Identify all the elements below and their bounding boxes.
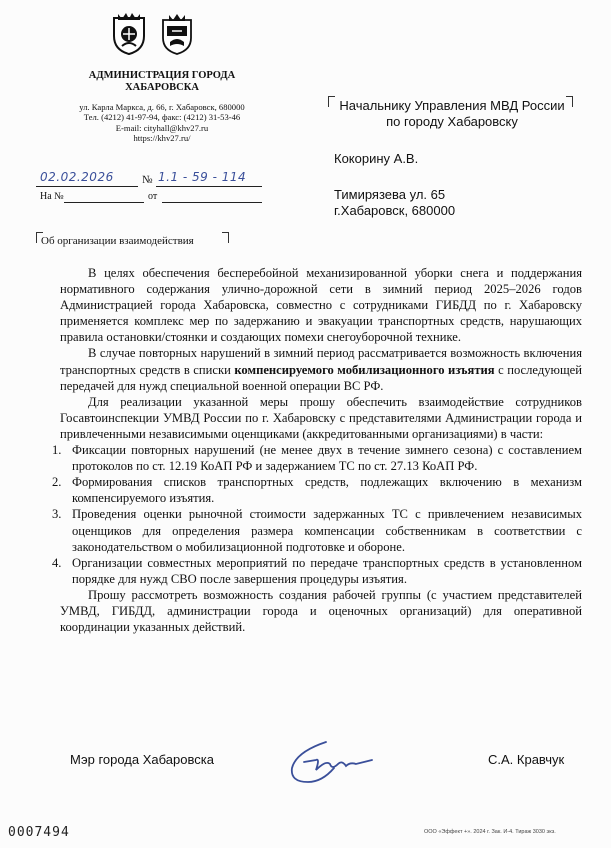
ref-from-label: от [148,191,158,202]
recipient-street: Тимирязева ул. 65 [334,187,446,202]
list-item-number: 1. [52,443,62,458]
paragraph-2 [60,345,582,393]
letter-body [52,265,582,635]
paragraph-3: Для реализации указанной меры прошу обеспечить взаимодействие сотрудников Госавтоинспекции УМВД России по г. Хабаровску с представителями Администрации города и привлеченными независимыми оценщиками (аккредитованными организациями) в части: [60,394,582,441]
list-item [52,474,582,506]
signatory-name: С.А. Кравчук [488,752,565,767]
recipient-name: Кокорину А.В. [334,151,419,166]
paragraph-1: В целях обеспечения бесперебойной механизированной уборки снега и поддержания нормативного содержания улично-дорожной сети в зимний период 2025–2026 годов Администрацией города Хабаровска, совместно с сотрудниками ГИБДД по г. Хабаровску применяется комплекс мер по задержанию и эвакуации транспортных средств, нарушающих правила остановки/стоянки и создающих помехи снегоуборочной технике. [60,266,582,345]
paragraph-4: Прошу рассмотреть возможность создания рабочей группы (с участием представителей УМВД, ГИБДД, администрации города и оценочных организаций) для оперативной координации указанных действий. [60,587,582,635]
reg-date: 02.02.2026 [40,170,114,184]
measures-list [52,442,582,587]
ref-from-line [162,202,262,203]
list-item [52,442,582,474]
recipient-city: г.Хабаровск, 680000 [334,203,456,218]
org-title [62,70,262,94]
subject: Об организации взаимодействия [41,235,194,247]
list-item-number: 4. [52,555,62,570]
org-phone: Тел. (4212) 41-97-94, факс: (4212) 31-53-46 [83,112,241,123]
org-contacts [62,102,262,144]
org-address: ул. Карла Маркса, д. 66, г. Хабаровск, 680000 [79,102,245,112]
org-title-line1: АДМИНИСТРАЦИЯ ГОРОДА [88,70,236,81]
printer-imprint: ООО «Эффект +». 2024 г. Зак. И-4. Тираж 3030 экз. [424,829,556,835]
org-title-line2: ХАБАРОВСКА [125,82,199,93]
ref-label: На № [40,191,64,202]
list-item-number: 2. [52,475,62,490]
list-item-text: Фиксации повторных нарушений (не менее двух в течение зимнего сезона) с составлением протоколов по ст. 12.19 КоАП РФ и задержанием ТС по ст. 27.13 КоАП РФ. [72,443,582,474]
list-item-text: Организации совместных мероприятий по передаче транспортных средств в установленном порядке для нужд СВО после завершения процедуры изъятия. [72,555,582,586]
reg-number: 1.1 - 59 - 114 [158,170,247,184]
list-item-text: Формирования списков транспортных средств, подлежащих включению в механизм компенсируемого изъятия. [72,475,582,506]
reg-date-line [36,186,138,187]
ref-number-line [64,202,144,203]
paragraph-2-bold: компенсируемого мобилизационного изъятия [234,362,495,377]
recipient-line2: по городу Хабаровску [386,114,518,129]
org-website: https://khv27.ru/ [133,133,191,144]
form-serial-number: 0007494 [8,825,70,840]
recipient-title [334,98,570,130]
reg-number-label: № [142,174,153,186]
list-item-number: 3. [52,507,62,522]
reg-number-line [156,186,262,187]
list-item [52,555,582,587]
paragraph-2-start: В случае повторных нарушений в зимний период рассматривается возможность включения транспортных средств в списки [60,346,582,377]
list-item [52,506,582,554]
khabarovsk-city-emblem-icon [110,12,148,56]
list-item-text: Проведения оценки рыночной стоимости задержанных ТС с привлечением независимых оценщиков для определения размера компенсации собственникам в соответствии с законодательством о мобилизационной подготовке и обороне. [72,507,582,554]
khabarovsk-region-emblem-icon [160,12,194,56]
paragraph-2-end: с последующей передачей для нужд специальной военной операции ВС РФ. [60,362,582,393]
recipient-line1: Начальнику Управления МВД России [339,98,565,113]
subject-bracket-right [222,232,229,243]
handwritten-signature-icon [286,738,378,788]
signatory-position: Мэр города Хабаровска [70,752,214,767]
org-email: E-mail: cityhall@khv27.ru [115,122,209,133]
